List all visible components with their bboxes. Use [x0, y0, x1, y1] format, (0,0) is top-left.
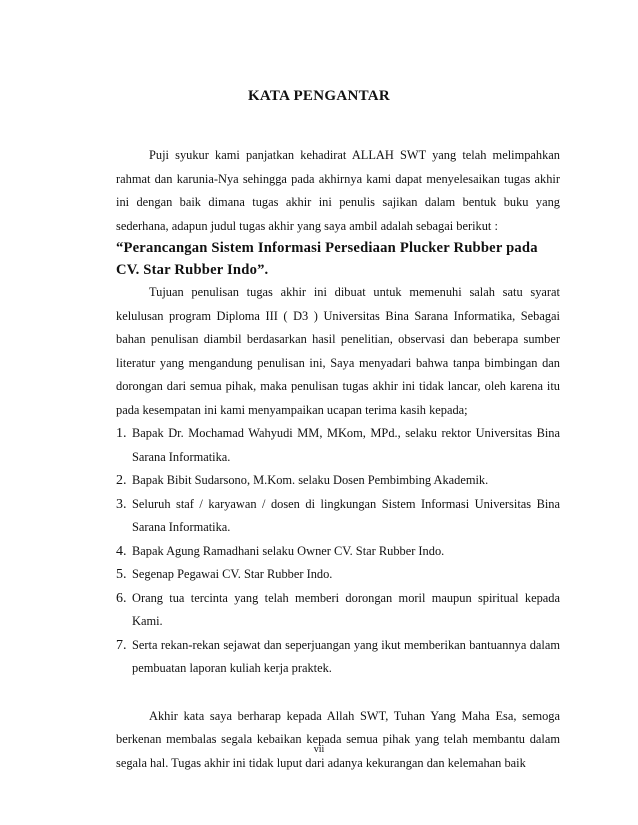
paragraph-spacer [116, 681, 560, 705]
list-item: 2. Bapak Bibit Sudarsono, M.Kom. selaku Dosen Pembimbing Akademik. [116, 473, 489, 488]
intro-paragraph: Puji syukur kami panjatkan kehadirat ALLAH SWT yang telah melimpahkan rahmat dan karunia-Nya sehingga pada akhirnya kami dapat menyelesaikan tugas akhir ini dengan baik dimana tugas akhir ini penulis sajikan dalam bentuk buku yang sederhana, adapun judul tugas akhir yang saya ambil adalah sebagai berikut : [116, 148, 560, 233]
page-title: KATA PENGANTAR [247, 88, 391, 104]
list-item: 1. Bapak Dr. Mochamad Wahyudi MM, MKom, MPd., selaku rektor Universitas Bina Sarana Informatika. [116, 426, 560, 464]
page-content [116, 144, 560, 775]
list-item: 3. Seluruh staf / karyawan / dosen di lingkungan Sistem Informasi Universitas Bina Sarana Informatika. [116, 496, 560, 534]
list-item: 7. Serta rekan-rekan sejawat dan seperjuangan yang ikut memberikan bantuannya dalam pembuatan laporan kuliah kerja praktek. [116, 637, 560, 675]
page-number: vii [313, 744, 325, 755]
list-item: 4. Bapak Agung Ramadhani selaku Owner CV. Star Rubber Indo. [116, 543, 445, 559]
list-item: 6. Orang tua tercinta yang telah memberi dorongan moril maupun spiritual kepada Kami. [116, 590, 560, 628]
purpose-paragraph: Tujuan penulisan tugas akhir ini dibuat untuk memenuhi salah satu syarat kelulusan program Diploma III ( D3 ) Universitas Bina Sarana Informatika, Sebagai bahan penulisan diambil berdasarkan hasil penelitian, observasi dan beberapa sumber literatur yang mengandung penulisan ini, Saya menyadari bahwa tanpa bimbingan dan dorongan dari semua pihak, maka penulisan tugas akhir ini tidak lancar, oleh karena itu pada kesempatan ini kami menyampaikan ucapan terima kasih kepada; [116, 285, 560, 417]
thesis-title: “Perancangan Sistem Informasi Persediaan Plucker Rubber pada CV. Star Rubber Indo”. [116, 240, 538, 278]
acknowledgement-list [116, 422, 560, 681]
closing-paragraph: Akhir kata saya berharap kepada Allah SWT, Tuhan Yang Maha Esa, semoga berkenan membalas segala kebaikan kepada semua pihak yang telah membantu dalam segala hal. Tugas akhir ini tidak luput dari adanya kekurangan dan kelemahan baik [116, 708, 560, 770]
list-item: 5. Segenap Pegawai CV. Star Rubber Indo. [116, 567, 333, 582]
